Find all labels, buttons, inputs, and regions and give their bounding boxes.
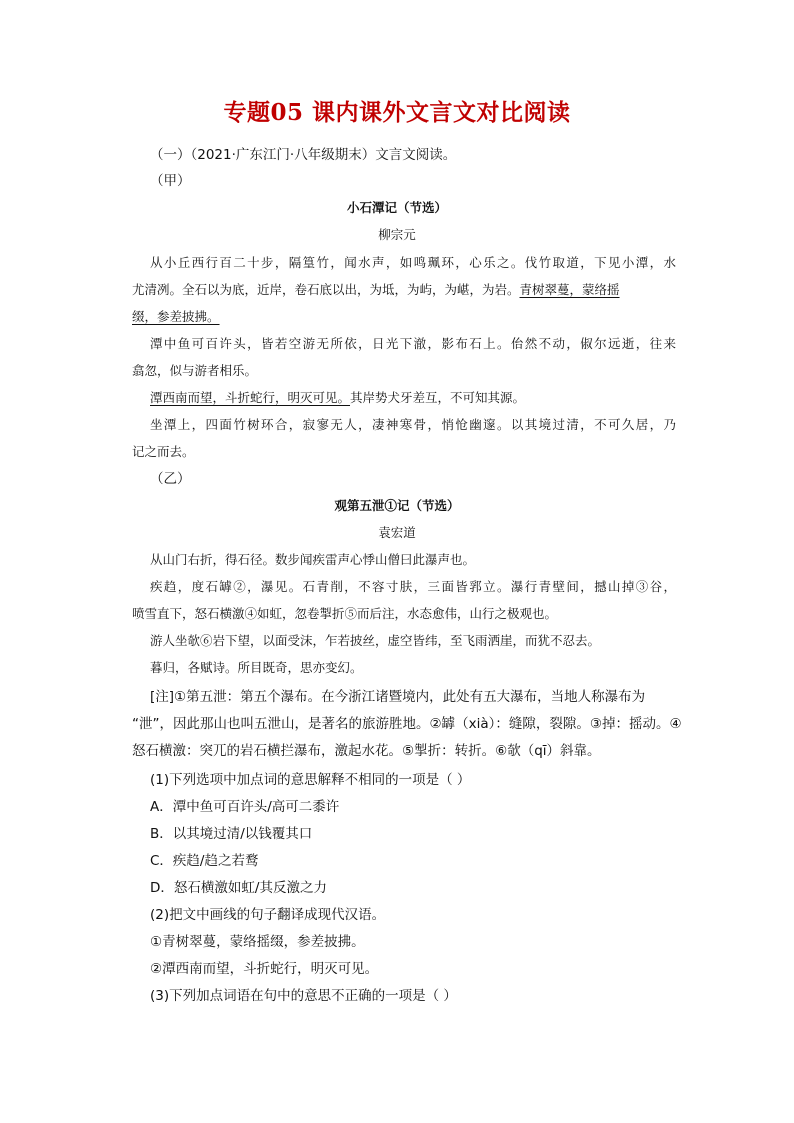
passage-jia-line: 坐潭上，四面竹树环合，寂寥无人，凄神寒骨，悄怆幽邃。以其境过清，不可久居，乃: [150, 417, 676, 432]
passage-yi-line: 喷雪直下，怒石横激④如虹，忽卷掣折⑤而后注，水态愈伟，山行之极观也。: [132, 606, 558, 621]
passage-yi-author: 袁宏道: [378, 525, 416, 540]
note-line: “泄”，因此那山也叫五泄山，是著名的旅游胜地。②罅（xià）：缝隙，裂隙。③掉：摇动。④: [132, 716, 682, 732]
question-2: (2)把文中画线的句子翻译成现代汉语。: [150, 907, 386, 923]
passage-yi-line: 疾趋，度石罅②，瀑见。石青削，不容寸肤，三面皆郛立。瀑行青壁间，撼山掉③谷，: [150, 579, 676, 594]
passage-jia-heading: 小石潭记（节选）: [346, 200, 447, 215]
passage-jia-author: 柳宗元: [378, 227, 416, 242]
passage-jia-line: 潭西南而望，斗折蛇行，明灭可见。其岸势犬牙差互，不可知其源。: [150, 390, 526, 405]
passage-jia-line: 尤清冽。全石以为底，近岸，卷石底以出，为坻，为屿，为嵁，为岩。青树翠蔓，蒙络摇: [132, 282, 620, 297]
passage-yi-heading: 观第五泄①记（节选）: [334, 498, 460, 513]
question-1-option-d: D．怒石横激如虹/其反激之力: [150, 880, 327, 896]
question-1-option-c: C．疾趋/趋之若鹜: [150, 853, 259, 869]
question-1-option-b: B．以其境过清/以钱覆其口: [150, 826, 313, 842]
question-2-item-1: ①青树翠蔓，蒙络摇缀，参差披拂。: [150, 934, 365, 950]
underlined-sentence: 青树翠蔓，蒙络摇: [519, 282, 620, 297]
question-2-item-2: ②潭西南而望，斗折蛇行，明灭可见。: [150, 961, 379, 977]
underlined-sentence: 缀，参差披拂。: [132, 309, 220, 324]
section-intro: （一）（2021·广东江门·八年级期末）文言文阅读。: [150, 147, 457, 163]
passage-yi-line: 游人坐欹⑥岩下望，以面受沫，乍若披丝，虚空皆纬，至飞雨洒崖，而犹不忍去。: [150, 633, 601, 648]
question-1: (1)下列选项中加点词的意思解释不相同的一项是（ ）: [150, 772, 471, 788]
question-1-option-a: A．潭中鱼可百许头/高可二黍许: [150, 799, 340, 815]
note-line: 怒石横激：突兀的岩石横拦瀑布，激起水花。⑤掣折：转折。⑥欹（qī）斜靠。: [132, 743, 601, 759]
passage-yi-line: 从山门右折，得石径。数步闻疾雷声心悸山僧曰此瀑声也。: [150, 552, 476, 567]
underlined-sentence: 潭西南而望，斗折蛇行，明灭可见。: [150, 390, 351, 405]
passage-jia-label: （甲）: [150, 173, 191, 189]
passage-yi-label: （乙）: [150, 471, 191, 487]
passage-jia-line: 翕忽，似与游者相乐。: [132, 363, 258, 378]
passage-jia-line: 潭中鱼可百许头，皆若空游无所依，日光下澈，影布石上。佁然不动，俶尔远逝，往来: [150, 336, 676, 351]
note-line: [注]①第五泄：第五个瀑布。在今浙江诸暨境内，此处有五大瀑布，当地人称瀑布为: [150, 689, 646, 705]
passage-yi-line: 暮归，各赋诗。所目既奇，思亦变幻。: [150, 660, 363, 675]
question-3: (3)下列加点词语在句中的意思不正确的一项是（ ）: [150, 988, 457, 1004]
passage-jia-line: 从小丘西行百二十步，隔篁竹，闻水声，如鸣珮环，心乐之。伐竹取道，下见小潭，水: [150, 255, 676, 270]
page-title: 专题05 课内课外文言文对比阅读: [223, 99, 571, 126]
passage-jia-line: 记之而去。: [132, 444, 195, 459]
